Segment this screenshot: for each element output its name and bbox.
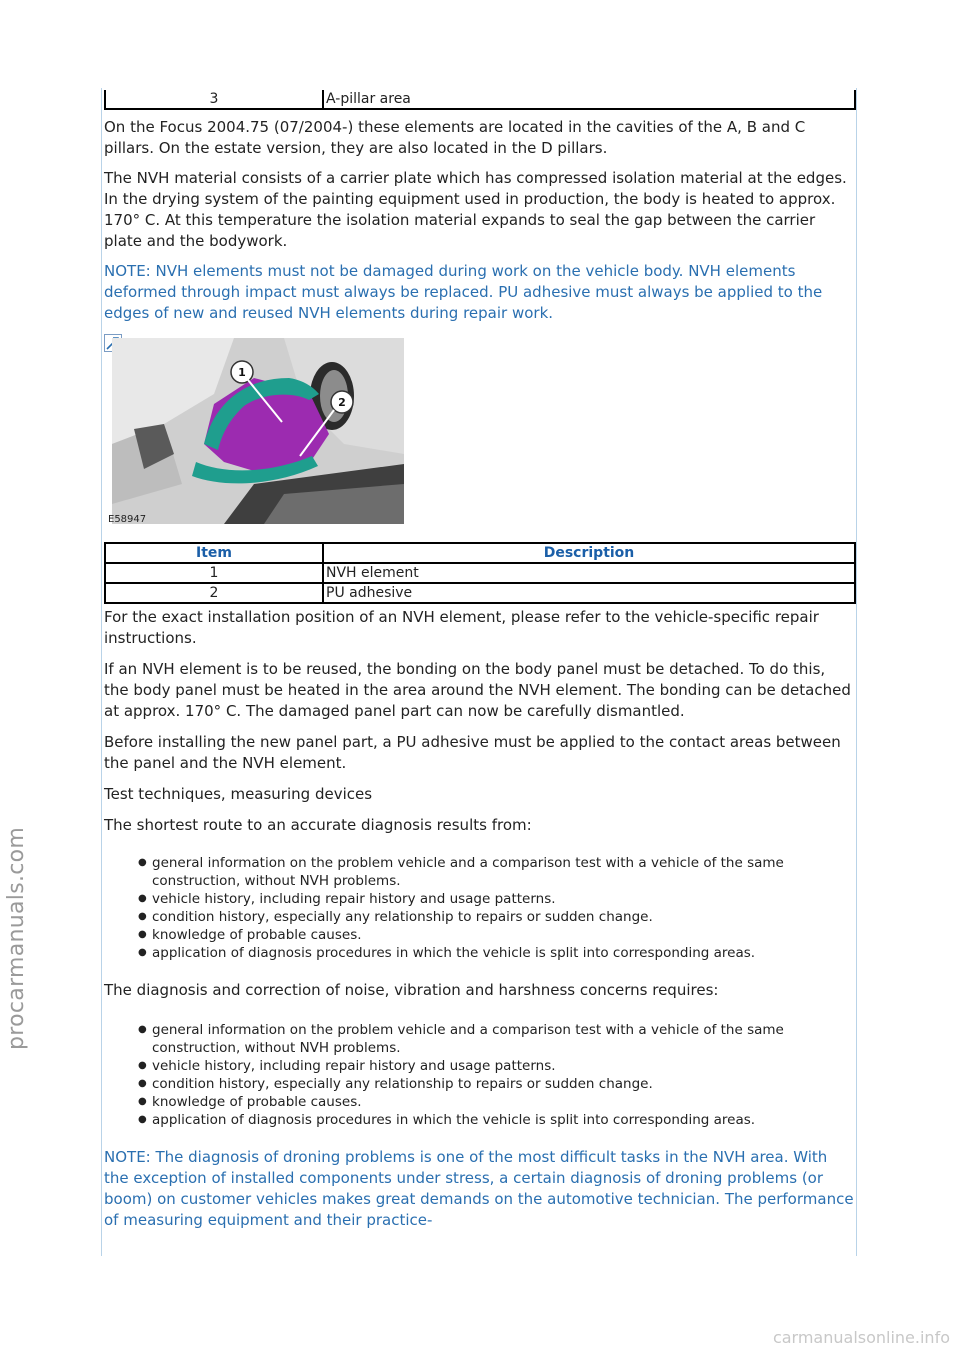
- paragraph-adhesive: Before installing the new panel part, a PU adhesive must be applied to the contact areas between the panel and the NVH element.: [104, 733, 841, 772]
- table-row: [105, 90, 855, 109]
- table-header-row: [105, 543, 855, 563]
- header-item: Item: [105, 543, 323, 563]
- list-item: ● application of diagnosis procedures in which the vehicle is split into corresponding areas.: [152, 1111, 854, 1129]
- table-cell-description: NVH element: [323, 563, 855, 583]
- side-watermark: procarmanuals.com: [4, 826, 29, 1050]
- callout-1: 1: [238, 366, 246, 379]
- paragraph-location: On the Focus 2004.75 (07/2004-) these elements are located in the cavities of the A, B and C pillars. On the estate version, they are also located in the D pillars.: [104, 118, 806, 157]
- item-description-table: [104, 542, 856, 604]
- list-item: ● general information on the problem vehicle and a comparison test with a vehicle of the same construction, without NVH problems.: [152, 854, 854, 890]
- paragraph-diagnosis-requires: The diagnosis and correction of noise, vibration and harshness concerns requires:: [104, 981, 719, 999]
- bottom-watermark: carmanualsonline.info: [772, 1328, 950, 1347]
- table-cell-item: 3: [105, 90, 323, 109]
- bullet-list-1: [104, 854, 854, 962]
- top-table-fragment: [104, 90, 856, 110]
- list-item: ● condition history, especially any relationship to repairs or sudden change.: [152, 1075, 854, 1093]
- list-item: ● knowledge of probable causes.: [152, 926, 854, 944]
- note-nvh-damage: NOTE: NVH elements must not be damaged during work on the vehicle body. NVH elements deformed through impact must always be replaced. PU adhesive must always be applied to the edges of new and reused NVH elements during repair work.: [104, 262, 823, 322]
- paragraph-material: The NVH material consists of a carrier plate which has compressed isolation material at the edges. In the drying system of the painting equipment used in production, the body is heated to approx. 170° C. At this temperature the isolation material expands to seal the gap between the carrier plate and the bodywork.: [104, 169, 847, 250]
- table-cell-item: 2: [105, 583, 323, 603]
- frame-right-rule: [856, 88, 857, 1256]
- list-item: ● condition history, especially any relationship to repairs or sudden change.: [152, 908, 854, 926]
- nvh-element-illustration: [104, 334, 404, 526]
- paragraph-installation: For the exact installation position of an NVH element, please refer to the vehicle-specific repair instructions.: [104, 608, 819, 647]
- frame-left-rule: [101, 88, 102, 1256]
- table-cell-item: 1: [105, 563, 323, 583]
- figure-code: E58947: [108, 514, 147, 525]
- list-item: ● vehicle history, including repair history and usage patterns.: [152, 890, 854, 908]
- paragraph-reuse: If an NVH element is to be reused, the bonding on the body panel must be detached. To do this, the body panel must be heated in the area around the NVH element. The bonding can be detached at approx. 170° C. The damaged panel part can now be carefully dismantled.: [104, 660, 851, 720]
- table-cell-description: PU adhesive: [323, 583, 855, 603]
- table-cell-description: A-pillar area: [323, 90, 855, 109]
- callout-2: 2: [338, 396, 346, 409]
- header-description: Description: [323, 543, 855, 563]
- note-droning: NOTE: The diagnosis of droning problems is one of the most difficult tasks in the NVH area. With the exception of installed components under stress, a certain diagnosis of droning problems (or boom) on customer vehicles makes great demands on the automotive technician. The performance of measuring equipment and their practice-: [104, 1148, 854, 1229]
- list-item: ● knowledge of probable causes.: [152, 1093, 854, 1111]
- bullet-list-2: [104, 1021, 854, 1129]
- table-row: [105, 583, 855, 603]
- list-item: ● vehicle history, including repair history and usage patterns.: [152, 1057, 854, 1075]
- paragraph-test-techniques: Test techniques, measuring devices: [104, 785, 373, 803]
- page-content: [104, 90, 854, 1231]
- paragraph-shortest-route: The shortest route to an accurate diagnosis results from:: [104, 816, 532, 834]
- list-item: ● application of diagnosis procedures in which the vehicle is split into corresponding areas.: [152, 944, 854, 962]
- table-row: [105, 563, 855, 583]
- list-item: ● general information on the problem vehicle and a comparison test with a vehicle of the same construction, without NVH problems.: [152, 1021, 854, 1057]
